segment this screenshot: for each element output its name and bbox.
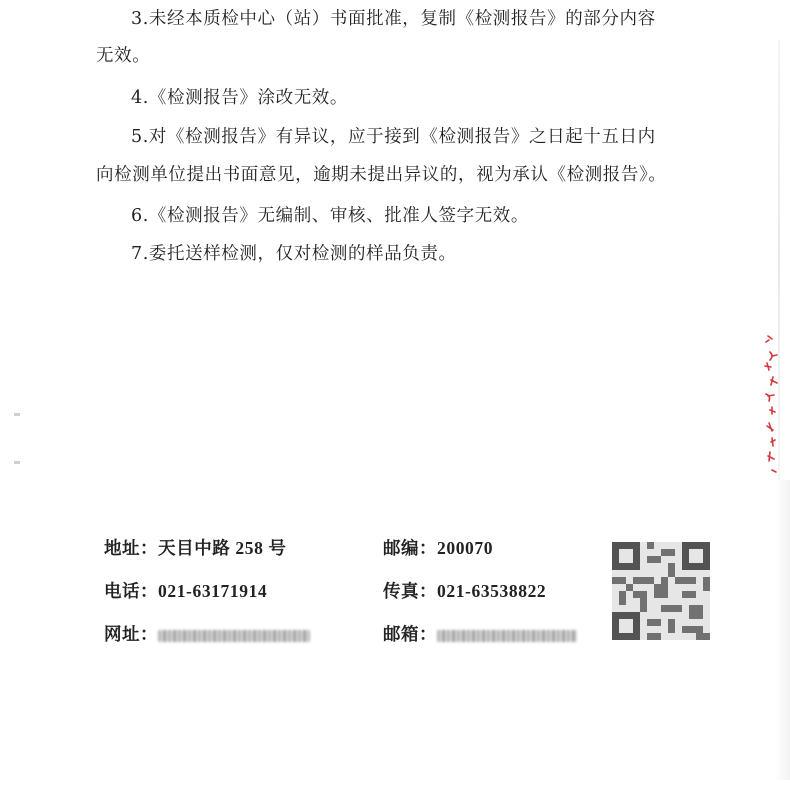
margin-mark [14, 413, 20, 416]
clause-7: 7.委托送样检测，仅对检测的样品负责。 [131, 244, 457, 264]
clause-4: 4.《检测报告》涂改无效。 [131, 88, 348, 108]
clause-3-line-1: 3.未经本质检中心（站）书面批准，复制《检测报告》的部分内容 [131, 9, 656, 29]
address-label: 地址： [104, 539, 158, 559]
fax [383, 580, 546, 603]
phone-label: 电话： [104, 582, 158, 602]
clause-6: 6.《检测报告》无编制、审核、批准人签字无效。 [131, 206, 529, 226]
clause-5-line-2: 向检测单位提出书面意见，逾期未提出异议的，视为承认《检测报告》。 [96, 165, 667, 185]
email [383, 624, 577, 646]
clause-3-line-2: 无效。 [96, 46, 151, 66]
clause-5-line-1: 5.对《检测报告》有异议，应于接到《检测报告》之日起十五日内 [131, 127, 656, 147]
email-label: 邮箱： [383, 625, 437, 645]
scan-shadow [774, 480, 790, 780]
qr-code-icon [612, 542, 710, 640]
website-label: 网址： [104, 625, 158, 645]
email-redacted [437, 630, 577, 642]
address-value: 天目中路 258 号 [158, 538, 287, 558]
postcode-label: 邮编： [383, 539, 437, 559]
phone [104, 580, 267, 603]
fax-label: 传真： [383, 582, 437, 602]
postcode [383, 537, 493, 560]
website-redacted [158, 630, 310, 642]
phone-value: 021-63171914 [158, 581, 268, 601]
address [104, 537, 287, 560]
fax-value: 021-63538822 [437, 581, 547, 601]
postcode-value: 200070 [437, 538, 494, 558]
margin-mark [14, 461, 20, 464]
website [104, 624, 310, 646]
red-stamp-edge-icon [756, 330, 784, 480]
